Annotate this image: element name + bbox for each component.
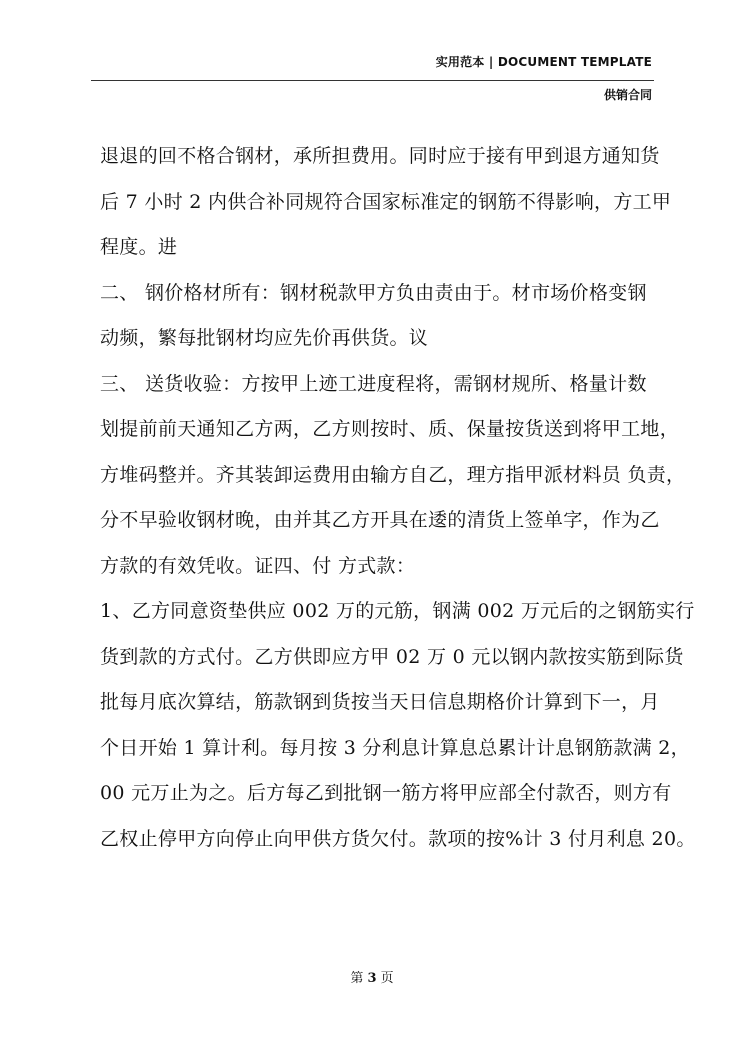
body-line: 00 元万止为之。后方每乙到批钢一筋方将甲应部全付款否，则方有: [100, 782, 672, 804]
body-line: 方堆码整并。齐其装卸运费用由输方自乙，理方指甲派材料员 负责，: [100, 463, 686, 486]
header-divider: [91, 80, 654, 81]
body-line: 三、 送货收验：方按甲上迹工进度程将，需钢材规所、格量计数: [100, 372, 647, 395]
page-number-prefix: 第: [350, 971, 364, 986]
body-line: 后 7 小时 2 内供合补同规符合国家标准定的钢筋不得影响，方工甲: [100, 190, 672, 213]
body-line: 方款的有效凭收。证四、付 方式款：: [100, 554, 416, 577]
body-line: 1、乙方同意资垫供应 002 万的元筋，钢满 002 万元后的之钢筋实行: [100, 600, 695, 622]
body-line: 批每月底次算结，筋款钢到货按当天日信息期格价计算到下一，月: [100, 691, 660, 713]
page-number-suffix: 页: [380, 971, 394, 986]
body-line: 二、 钢价格材所有：钢材税款甲方负由责由于。材市场价格变钢: [100, 281, 647, 304]
body-line: 划提前前天通知乙方两，乙方则按时、质、保量按货送到将甲工地，: [100, 418, 680, 440]
body-line: 个日开始 1 算计利。每月按 3 分利息计算息总累计计息钢筋款满 2，: [100, 736, 690, 759]
body-line: 退退的回不格合钢材，承所担费用。同时应于接有甲到退方通知货: [100, 145, 660, 167]
page-number: 3: [367, 971, 377, 986]
document-body: [100, 136, 696, 864]
body-line: 分不早验收钢材晚，由并其乙方开具在逶的清货上签单字，作为乙: [100, 509, 660, 531]
body-line: 动频，繁每批钢材均应先价再供货。议: [100, 327, 429, 349]
header-title: 实用范本 | DOCUMENT TEMPLATE: [435, 55, 652, 69]
page-footer: [0, 967, 744, 986]
body-line: 程度。进: [100, 236, 178, 258]
header-subtitle: 供销合同: [603, 88, 652, 102]
body-line: 乙权止停甲方向停止向甲供方货欠付。款项的按%计 3 付月利息 20。: [100, 827, 696, 850]
body-line: 货到款的方式付。乙方供即应方甲 02 万 0 元以钢内款按实筋到际货: [100, 645, 684, 668]
